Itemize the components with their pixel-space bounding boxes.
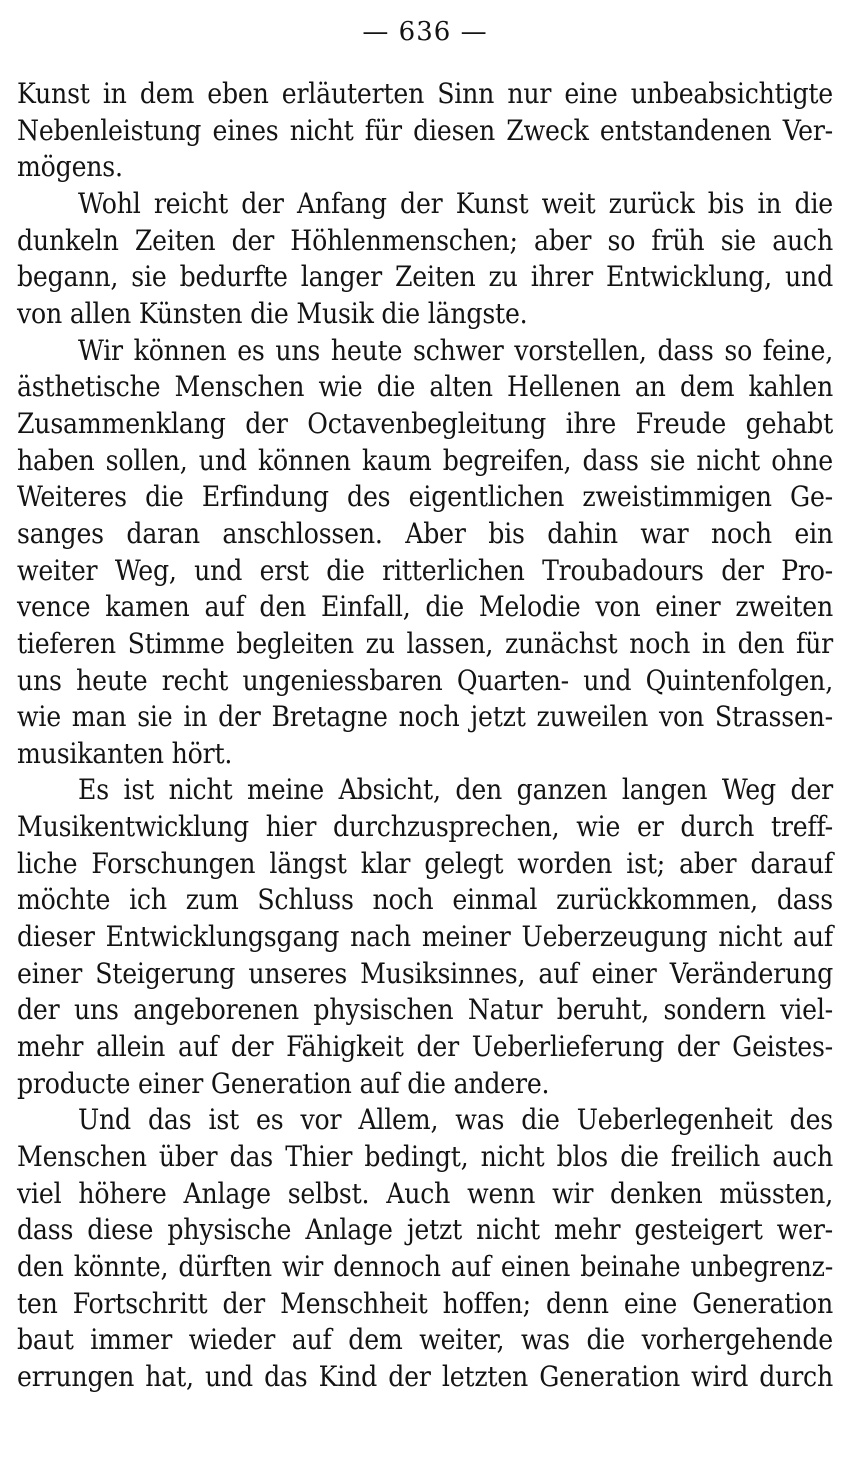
text-line: uns heute recht ungeniessbaren Quarten- und Quintenfolgen, <box>17 663 833 697</box>
text-line: tieferen Stimme begleiten zu lassen, zunächst noch in den für <box>17 626 833 660</box>
text-line: ästhetische Menschen wie die alten Hellenen an dem kahlen <box>17 370 833 404</box>
body-text <box>17 76 833 1396</box>
text-line: Es ist nicht meine Absicht, den ganzen langen Weg der <box>78 773 833 807</box>
text-line: errungen hat, und das Kind der letzten Generation wird durch <box>17 1359 833 1393</box>
text-line: dunkeln Zeiten der Höhlenmenschen; aber so früh sie auch <box>17 223 833 257</box>
text-line: der uns angeborenen physischen Natur beruht, sondern viel- <box>17 993 833 1027</box>
text-line: Nebenleistung eines nicht für diesen Zweck entstandenen Ver- <box>17 113 833 147</box>
text-line: Wir können es uns heute schwer vorstellen, dass so feine, <box>78 333 833 367</box>
text-line: Wohl reicht der Anfang der Kunst weit zurück bis in die <box>78 186 833 220</box>
page-number: — 636 — <box>362 17 488 47</box>
text-line: Und das ist es vor Allem, was die Ueberlegenheit des <box>78 1103 833 1137</box>
text-line: Weiteres die Erfindung des eigentlichen zweistimmigen Ge- <box>17 480 833 514</box>
text-line: liche Forschungen längst klar gelegt worden ist; aber darauf <box>17 846 833 880</box>
text-line: möchte ich zum Schluss noch einmal zurückkommen, dass <box>17 883 833 917</box>
text-line: mögens. <box>17 150 123 184</box>
text-line: den könnte, dürften wir dennoch auf einen beinahe unbegrenz- <box>17 1250 833 1283</box>
text-line: wie man sie in der Bretagne noch jetzt zuweilen von Strassen- <box>17 700 833 734</box>
text-line: viel höhere Anlage selbst. Auch wenn wir denken müssten, <box>17 1176 833 1210</box>
text-line: Zusammenklang der Octavenbegleitung ihre Freude gehabt <box>17 406 833 440</box>
text-line: Musikentwicklung hier durchzusprechen, wie er durch treff- <box>17 810 833 844</box>
text-line: dass diese physische Anlage jetzt nicht mehr gesteigert wer- <box>17 1213 833 1247</box>
text-line: begann, sie bedurfte langer Zeiten zu ihrer Entwicklung, und <box>17 260 833 294</box>
text-line: einer Steigerung unseres Musiksinnes, auf einer Veränderung <box>17 956 833 990</box>
text-line: vence kamen auf den Einfall, die Melodie von einer zweiten <box>17 590 833 624</box>
text-line: baut immer wieder auf dem weiter, was die vorhergehende <box>17 1323 833 1357</box>
text-line: haben sollen, und können kaum begreifen, dass sie nicht ohne <box>17 443 833 477</box>
text-line: mehr allein auf der Fähigkeit der Ueberlieferung der Geistes- <box>17 1030 833 1064</box>
text-line: Kunst in dem eben erläuterten Sinn nur eine unbeabsichtigte <box>17 77 833 110</box>
text-line: sanges daran anschlossen. Aber bis dahin war noch ein <box>17 516 833 550</box>
text-line: von allen Künsten die Musik die längste. <box>17 296 528 330</box>
text-line: Menschen über das Thier bedingt, nicht blos die freilich auch <box>17 1140 833 1174</box>
text-line: dieser Entwicklungsgang nach meiner Ueberzeugung nicht auf <box>17 920 833 954</box>
text-line: weiter Weg, und erst die ritterlichen Troubadours der Pro- <box>17 553 833 587</box>
text-line: producte einer Generation auf die andere. <box>17 1066 550 1100</box>
text-line: ten Fortschritt der Menschheit hoffen; denn eine Generation <box>17 1286 833 1320</box>
text-line: musikanten hört. <box>17 736 233 770</box>
